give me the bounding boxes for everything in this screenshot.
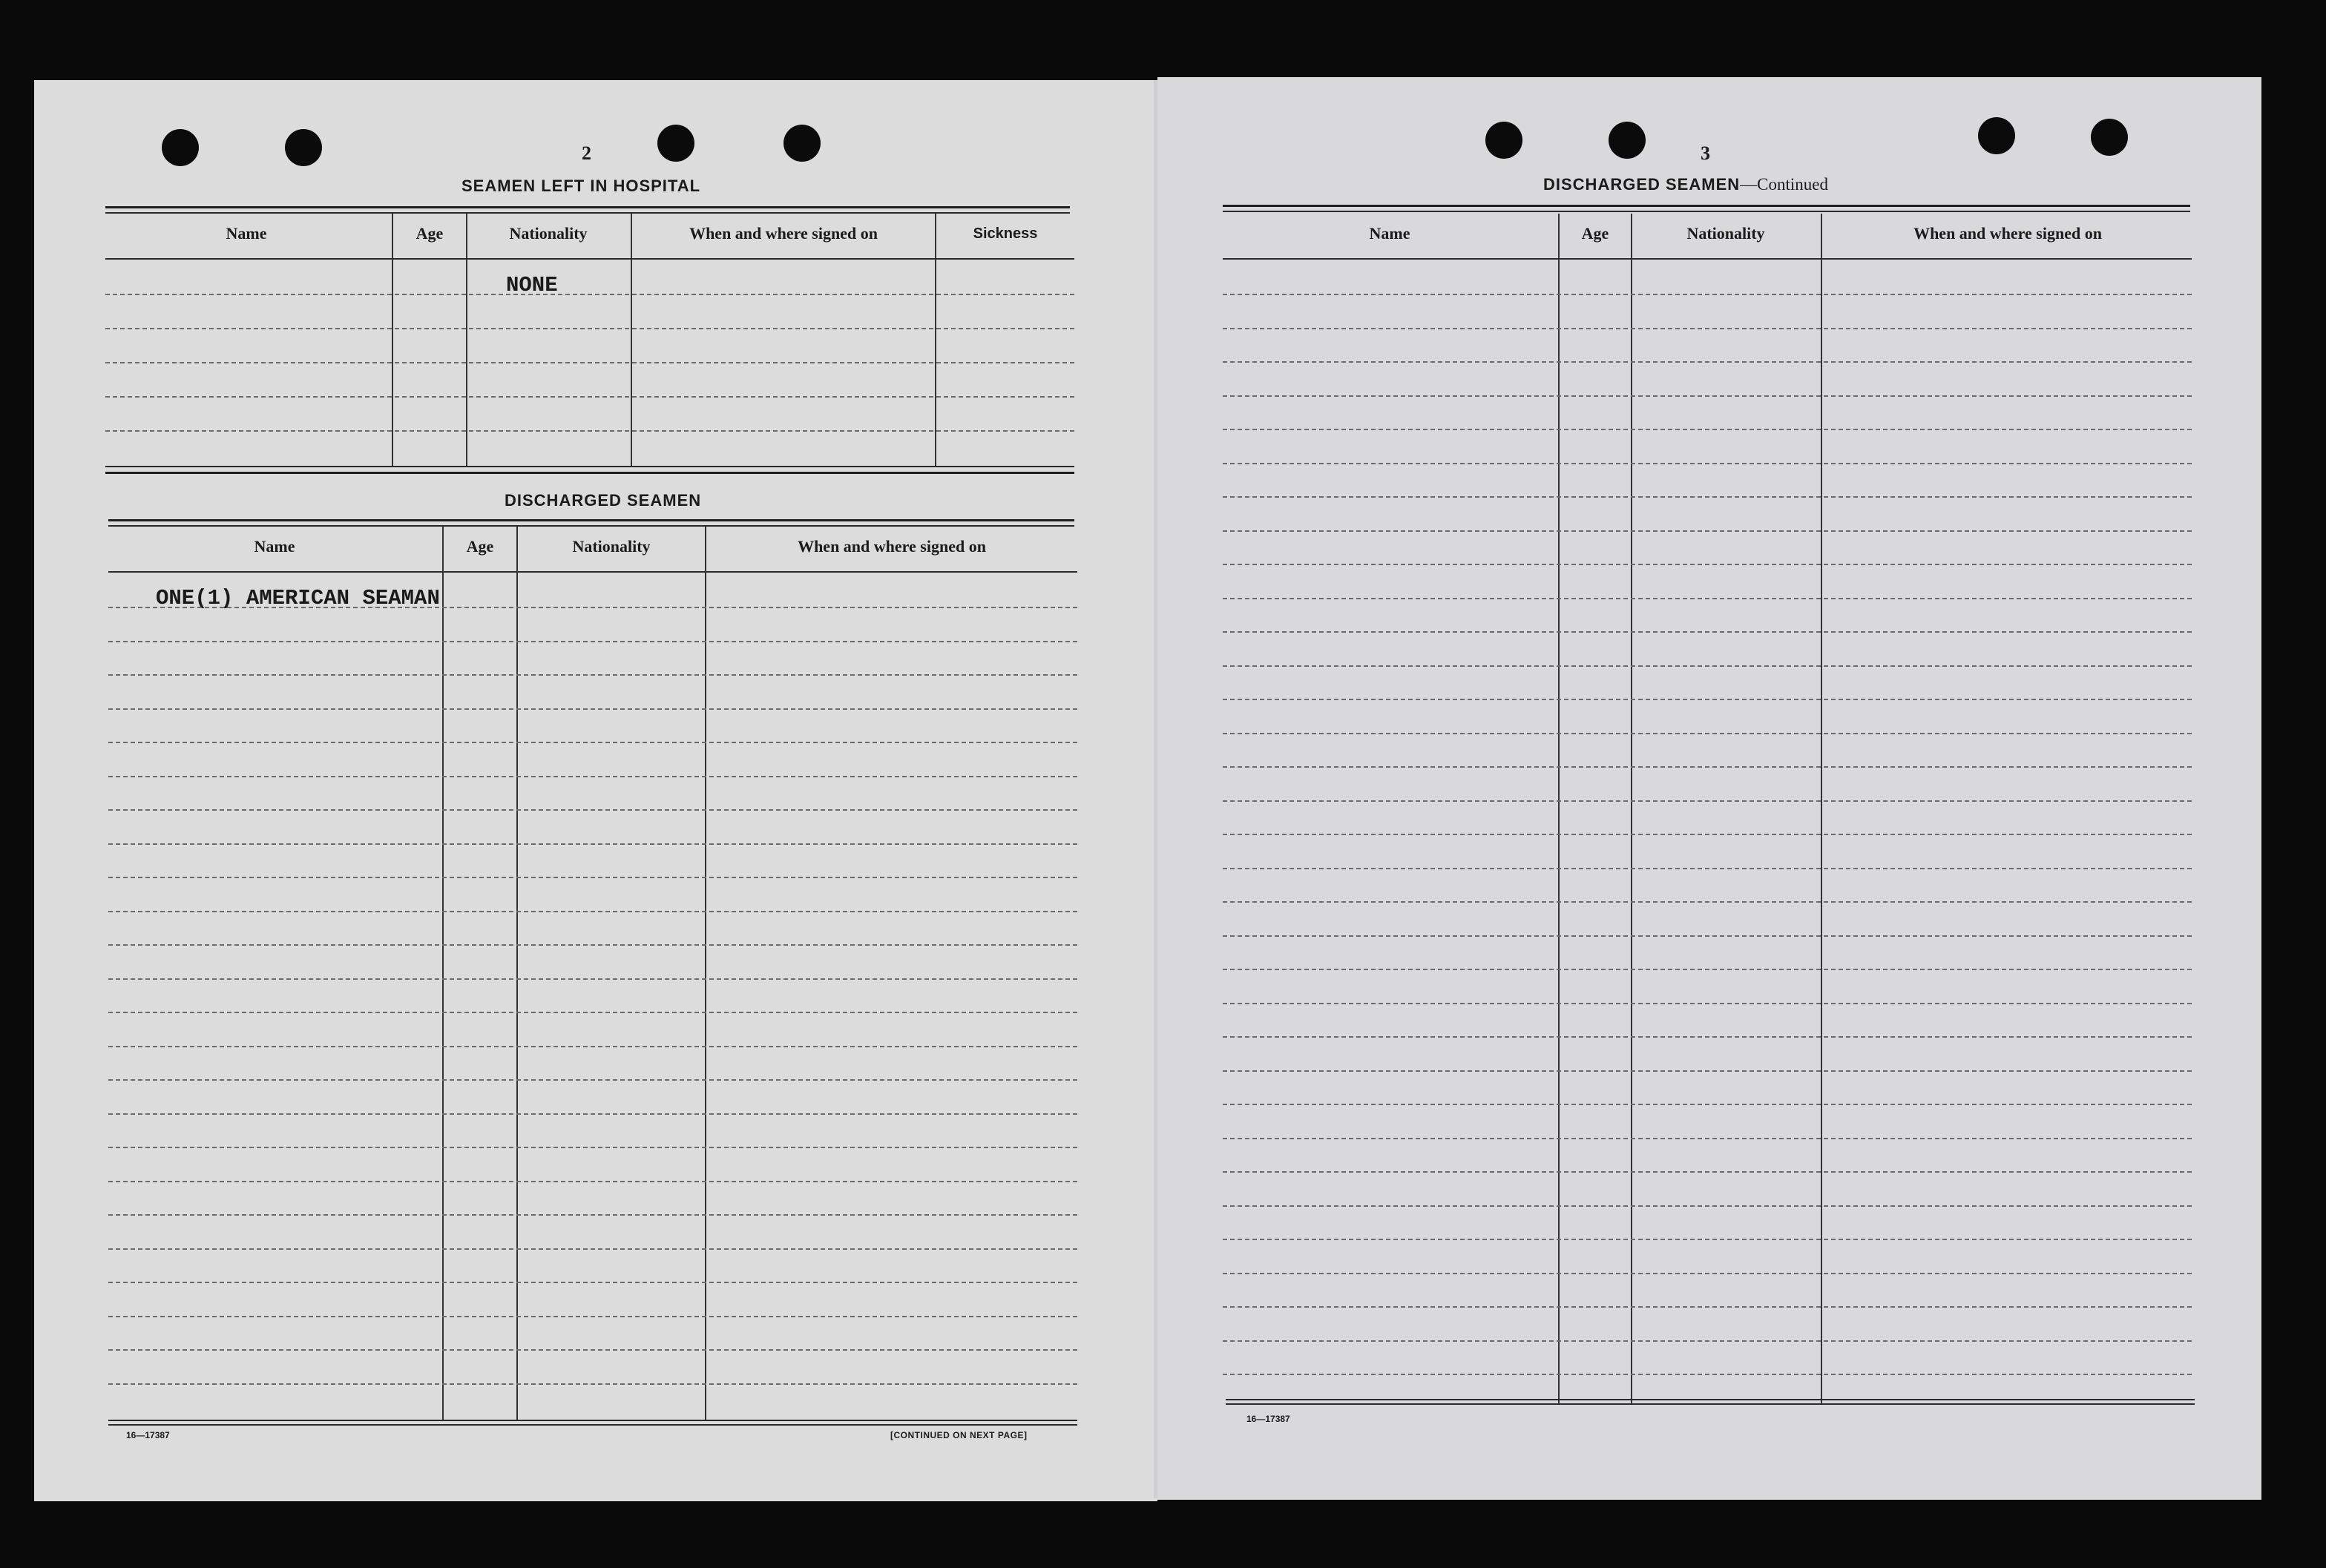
row-line (108, 1181, 1077, 1182)
punch-hole (657, 125, 694, 162)
row-line (108, 1012, 1077, 1013)
form-number: 16—17387 (126, 1430, 170, 1440)
column-header-nationality: Nationality (572, 537, 651, 556)
section-rule (105, 472, 1074, 474)
row-line (108, 607, 1077, 608)
row-line (105, 396, 1074, 398)
row-line (108, 877, 1077, 878)
column-divider (935, 214, 936, 466)
table-top-rule (108, 519, 1074, 521)
header-underline (1223, 258, 2192, 260)
table-top-rule (1223, 211, 2190, 212)
column-divider (442, 527, 444, 1421)
column-divider (516, 527, 518, 1421)
row-line (108, 1248, 1077, 1250)
row-line (108, 1383, 1077, 1385)
column-header-name: Name (254, 537, 295, 556)
column-divider (631, 214, 632, 466)
row-line (108, 1349, 1077, 1351)
row-line (108, 1282, 1077, 1283)
row-line (108, 1316, 1077, 1317)
page-number: 2 (582, 142, 591, 164)
row-line (108, 1147, 1077, 1148)
row-line (1223, 1273, 2192, 1274)
row-line (1223, 1340, 2192, 1342)
table-bottom-rule (1226, 1403, 2195, 1405)
row-line (1223, 1239, 2192, 1240)
page-number: 3 (1701, 142, 1710, 164)
row-line (1223, 429, 2192, 430)
section-rule (105, 466, 1074, 467)
row-line (1223, 1104, 2192, 1105)
row-line (1223, 294, 2192, 295)
column-header-nationality: Nationality (1686, 224, 1765, 243)
column-header-age: Age (1581, 224, 1609, 243)
column-header-signed-on: When and where signed on (1913, 224, 2102, 243)
punch-hole (2091, 119, 2128, 156)
row-line (1223, 733, 2192, 734)
hospital-entry: NONE (506, 273, 558, 297)
punch-hole (285, 129, 322, 166)
row-line (1223, 328, 2192, 329)
row-line (1223, 766, 2192, 768)
row-line (1223, 530, 2192, 532)
row-line (1223, 665, 2192, 667)
form-number: 16—17387 (1246, 1414, 1290, 1424)
column-divider (1631, 214, 1632, 1403)
continued-note: [CONTINUED ON NEXT PAGE] (890, 1430, 1028, 1440)
row-line (108, 674, 1077, 676)
row-line (1223, 395, 2192, 397)
row-line (1223, 901, 2192, 903)
row-line (105, 294, 1074, 295)
column-header-sickness: Sickness (973, 225, 1038, 242)
row-line (1223, 800, 2192, 802)
row-line (1223, 1070, 2192, 1072)
row-line (108, 1046, 1077, 1047)
table-top-rule (105, 206, 1070, 208)
table-bottom-rule (1226, 1399, 2195, 1400)
column-header-name: Name (1369, 224, 1410, 243)
continued-title-suffix: —Continued (1740, 175, 1828, 194)
row-line (108, 776, 1077, 777)
column-header-name: Name (226, 224, 267, 243)
row-line (108, 911, 1077, 912)
row-line (108, 843, 1077, 845)
discharged-section-title: DISCHARGED SEAMEN (505, 491, 702, 510)
row-line (105, 362, 1074, 363)
row-line (108, 1113, 1077, 1115)
row-line (1223, 1374, 2192, 1375)
punch-hole (783, 125, 821, 162)
row-line (1223, 1306, 2192, 1308)
right-page (1157, 77, 2261, 1500)
hospital-section-title: SEAMEN LEFT IN HOSPITAL (461, 177, 701, 195)
row-line (105, 430, 1074, 432)
row-line (108, 944, 1077, 946)
table-top-rule (105, 212, 1070, 214)
row-line (1223, 868, 2192, 869)
row-line (1223, 1205, 2192, 1207)
punch-hole (162, 129, 199, 166)
row-line (1223, 699, 2192, 700)
discharged-entry: ONE(1) AMERICAN SEAMAN (156, 586, 440, 610)
row-line (108, 1214, 1077, 1216)
column-header-age: Age (415, 224, 444, 243)
column-header-signed-on: When and where signed on (798, 537, 986, 556)
row-line (1223, 1171, 2192, 1173)
row-line (108, 809, 1077, 811)
column-divider (705, 527, 706, 1421)
row-line (108, 708, 1077, 710)
table-bottom-rule (108, 1420, 1077, 1421)
table-top-rule (108, 525, 1074, 527)
continued-title-main: DISCHARGED SEAMEN (1543, 175, 1741, 194)
row-line (1223, 496, 2192, 498)
column-divider (1558, 214, 1560, 1403)
row-line (1223, 969, 2192, 970)
column-header-age: Age (466, 537, 494, 556)
header-underline (108, 571, 1077, 573)
continued-section-title (1543, 175, 1828, 194)
row-line (1223, 564, 2192, 565)
column-divider (1821, 214, 1822, 1403)
row-line (1223, 1036, 2192, 1038)
punch-hole (1978, 117, 2015, 154)
row-line (108, 742, 1077, 743)
column-divider (392, 214, 393, 466)
row-line (1223, 935, 2192, 937)
header-underline (105, 258, 1074, 260)
table-bottom-rule (108, 1424, 1077, 1426)
row-line (105, 328, 1074, 329)
punch-hole (1485, 122, 1522, 159)
table-top-rule (1223, 205, 2190, 207)
row-line (108, 978, 1077, 980)
row-line (1223, 1003, 2192, 1004)
punch-hole (1609, 122, 1646, 159)
column-header-signed-on: When and where signed on (689, 224, 878, 243)
column-divider (466, 214, 467, 466)
row-line (108, 641, 1077, 642)
row-line (1223, 598, 2192, 599)
column-header-nationality: Nationality (509, 224, 588, 243)
row-line (1223, 1138, 2192, 1139)
row-line (1223, 631, 2192, 633)
row-line (1223, 834, 2192, 835)
row-line (1223, 463, 2192, 464)
row-line (108, 1079, 1077, 1081)
row-line (1223, 361, 2192, 363)
